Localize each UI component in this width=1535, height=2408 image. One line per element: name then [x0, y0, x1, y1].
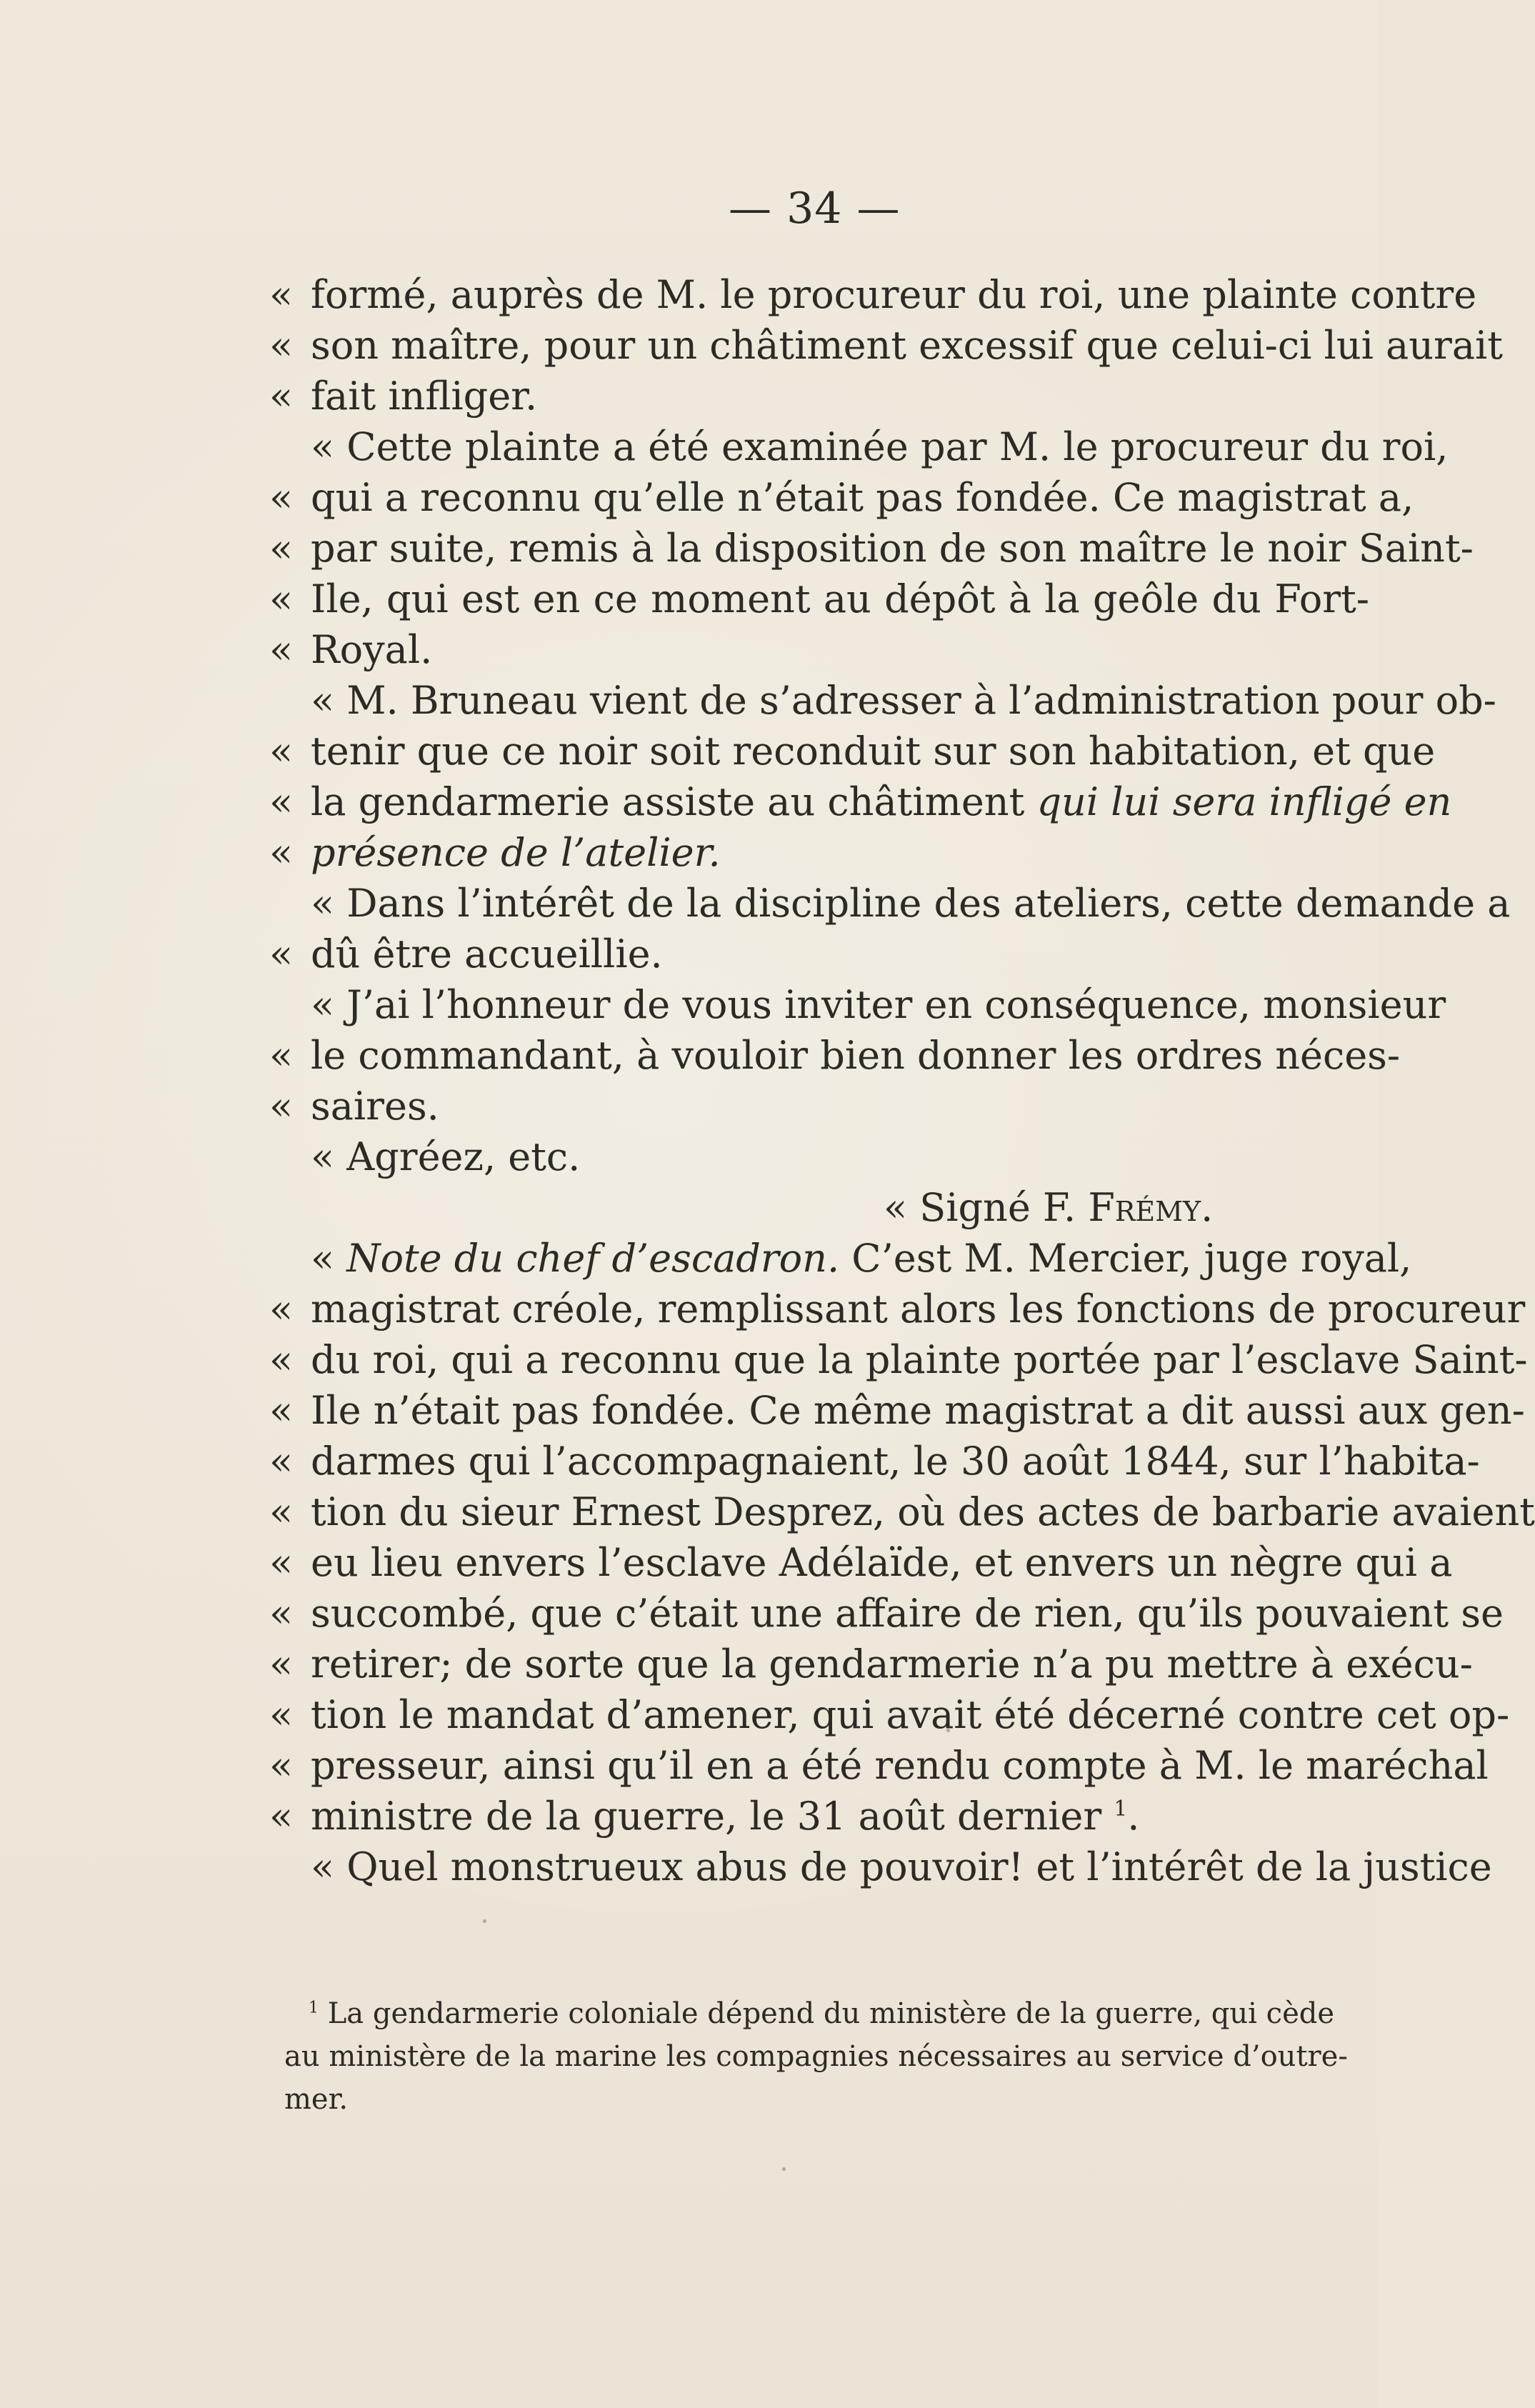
text-line	[269, 1334, 1528, 1385]
text-line	[269, 320, 1503, 371]
quotation-marker: «	[269, 627, 294, 672]
line-text: fait infliger.	[311, 374, 538, 419]
quotation-marker: «	[269, 272, 294, 317]
quotation-marker: «	[311, 1236, 335, 1281]
footnote-line	[284, 1992, 1370, 2035]
paper-speck	[946, 1729, 950, 1732]
text-line	[269, 776, 1452, 827]
line-text: tion du sieur Ernest Desprez, où des actes de barbarie avaient	[311, 1489, 1535, 1534]
text-line	[269, 979, 1446, 1030]
text-line	[269, 827, 1369, 878]
quotation-marker: «	[269, 1489, 294, 1534]
line-text: darmes qui l’accompagnaient, le 30 août 1844, sur l’habita-	[311, 1439, 1480, 1484]
line-text: son maître, pour un châtiment excessif que celui-ci lui aurait	[311, 323, 1503, 368]
quotation-marker: «	[269, 323, 294, 368]
line-text: presseur, ainsi qu’il en a été rendu compte à M. le maréchal	[311, 1743, 1489, 1788]
text-line	[269, 929, 1369, 979]
italic-line-text: présence de l’atelier.	[311, 830, 721, 875]
footnote-text: mer.	[284, 2083, 349, 2116]
text-line	[269, 523, 1474, 574]
line-text: magistrat créole, remplissant alors les fonctions de procureur	[311, 1287, 1526, 1332]
footnote-block	[284, 1992, 1370, 2121]
signatory-name: Frémy.	[1088, 1185, 1214, 1230]
line-text: dû être accueillie.	[311, 931, 663, 976]
text-line	[269, 624, 1369, 675]
text-line	[269, 675, 1496, 726]
line-text: eu lieu envers l’esclave Adélaïde, et envers un nègre qui a	[311, 1540, 1453, 1585]
line-text: C’est M. Mercier, juge royal,	[851, 1236, 1412, 1281]
line-text: succombé, que c’était une affaire de rien, qu’ils pouvaient se	[311, 1591, 1504, 1636]
text-line	[269, 726, 1436, 776]
note-heading: Note du chef d’escadron.	[346, 1236, 840, 1281]
text-line	[269, 1689, 1510, 1740]
quotation-marker: «	[269, 374, 294, 419]
line-text: tion le mandat d’amener, qui avait été décerné contre cet op-	[311, 1692, 1510, 1737]
line-text: Ile n’était pas fondée. Ce même magistrat a dit aussi aux gen-	[311, 1388, 1525, 1433]
text-line	[269, 574, 1369, 624]
text-line	[269, 1081, 1369, 1131]
line-text: Ile, qui est en ce moment au dépôt à la geôle du Fort-	[311, 576, 1369, 621]
text-line	[269, 1639, 1473, 1689]
sentence-period: .	[1127, 1794, 1140, 1839]
text-line	[269, 1842, 1492, 1892]
signature-text: « Signé F.	[884, 1185, 1076, 1230]
quotation-marker: «	[269, 1337, 294, 1382]
line-text: « Agréez, etc.	[311, 1134, 581, 1179]
line-text: « Cette plainte a été examinée par M. le procureur du roi,	[311, 424, 1449, 469]
text-line	[269, 1284, 1526, 1334]
footnote-reference: 1	[1114, 1797, 1128, 1822]
footnote-line	[284, 2035, 1370, 2078]
quotation-marker: «	[269, 1743, 294, 1788]
quotation-marker: «	[269, 779, 294, 824]
line-text: ministre de la guerre, le 31 août dernier	[311, 1794, 1102, 1839]
text-line	[269, 1791, 1369, 1842]
line-text: « Dans l’intérêt de la discipline des ateliers, cette demande a	[311, 881, 1511, 926]
quotation-marker: «	[269, 576, 294, 621]
quotation-marker: «	[269, 729, 294, 774]
quotation-marker: «	[269, 1287, 294, 1332]
line-text: Royal.	[311, 627, 433, 672]
line-text: « Quel monstrueux abus de pouvoir! et l’intérêt de la justice	[311, 1844, 1492, 1889]
text-line	[269, 1588, 1504, 1639]
line-text: la gendarmerie assiste au châtiment	[311, 779, 1025, 824]
footnote-marker: 1	[309, 1999, 319, 2017]
quotation-marker: «	[269, 1084, 294, 1129]
line-text: tenir que ce noir soit reconduit sur son habitation, et que	[311, 729, 1436, 774]
footnote-text: La gendarmerie coloniale dépend du ministère de la guerre, qui cède	[327, 1997, 1335, 2030]
quotation-marker: «	[269, 1540, 294, 1585]
footnote-line	[284, 2078, 1370, 2121]
line-text: le commandant, à vouloir bien donner les ordres néces-	[311, 1033, 1401, 1078]
line-text: « J’ai l’honneur de vous inviter en conséquence, monsieur	[311, 982, 1446, 1027]
footnote-text: au ministère de la marine les compagnies nécessaires au service d’outre-	[284, 2040, 1348, 2073]
paper-speck	[782, 2167, 786, 2171]
quotation-marker: «	[269, 1439, 294, 1484]
text-line	[269, 1385, 1525, 1436]
line-text: saires.	[311, 1084, 439, 1129]
quotation-marker: «	[269, 1794, 294, 1839]
text-line	[269, 1131, 1369, 1182]
text-line	[269, 371, 1369, 421]
text-line	[269, 878, 1511, 929]
quotation-marker: «	[269, 526, 294, 571]
page-number: — 34 —	[729, 184, 901, 234]
text-line	[269, 1233, 1412, 1284]
line-text: par suite, remis à la disposition de son maître le noir Saint-	[311, 526, 1474, 571]
quotation-marker: «	[269, 1692, 294, 1737]
line-text: qui a reconnu qu’elle n’était pas fondée. Ce magistrat a,	[311, 475, 1414, 520]
signature-line	[269, 1182, 1369, 1233]
text-line	[269, 472, 1414, 523]
line-text: retirer; de sorte que la gendarmerie n’a pu mettre à exécu-	[311, 1642, 1473, 1687]
quotation-marker: «	[269, 1642, 294, 1687]
paper-speck	[483, 1919, 486, 1923]
italic-text: qui lui sera infligé en	[1036, 779, 1452, 824]
text-line	[269, 1740, 1489, 1791]
text-line	[269, 1537, 1453, 1588]
text-line	[269, 1030, 1401, 1081]
quotation-marker: «	[269, 1033, 294, 1078]
text-line	[269, 421, 1449, 472]
text-line	[269, 269, 1477, 320]
quotation-marker: «	[269, 1388, 294, 1433]
quotation-marker: «	[269, 1591, 294, 1636]
line-text: du roi, qui a reconnu que la plainte portée par l’esclave Saint-	[311, 1337, 1528, 1382]
line-text: formé, auprès de M. le procureur du roi, une plainte contre	[311, 272, 1477, 317]
quotation-marker: «	[269, 830, 294, 875]
quotation-marker: «	[269, 475, 294, 520]
quotation-marker: «	[269, 931, 294, 976]
text-line	[269, 1487, 1535, 1537]
main-text-block	[269, 269, 1535, 1892]
line-text: « M. Bruneau vient de s’adresser à l’administration pour ob-	[311, 678, 1496, 723]
text-line	[269, 1436, 1480, 1487]
